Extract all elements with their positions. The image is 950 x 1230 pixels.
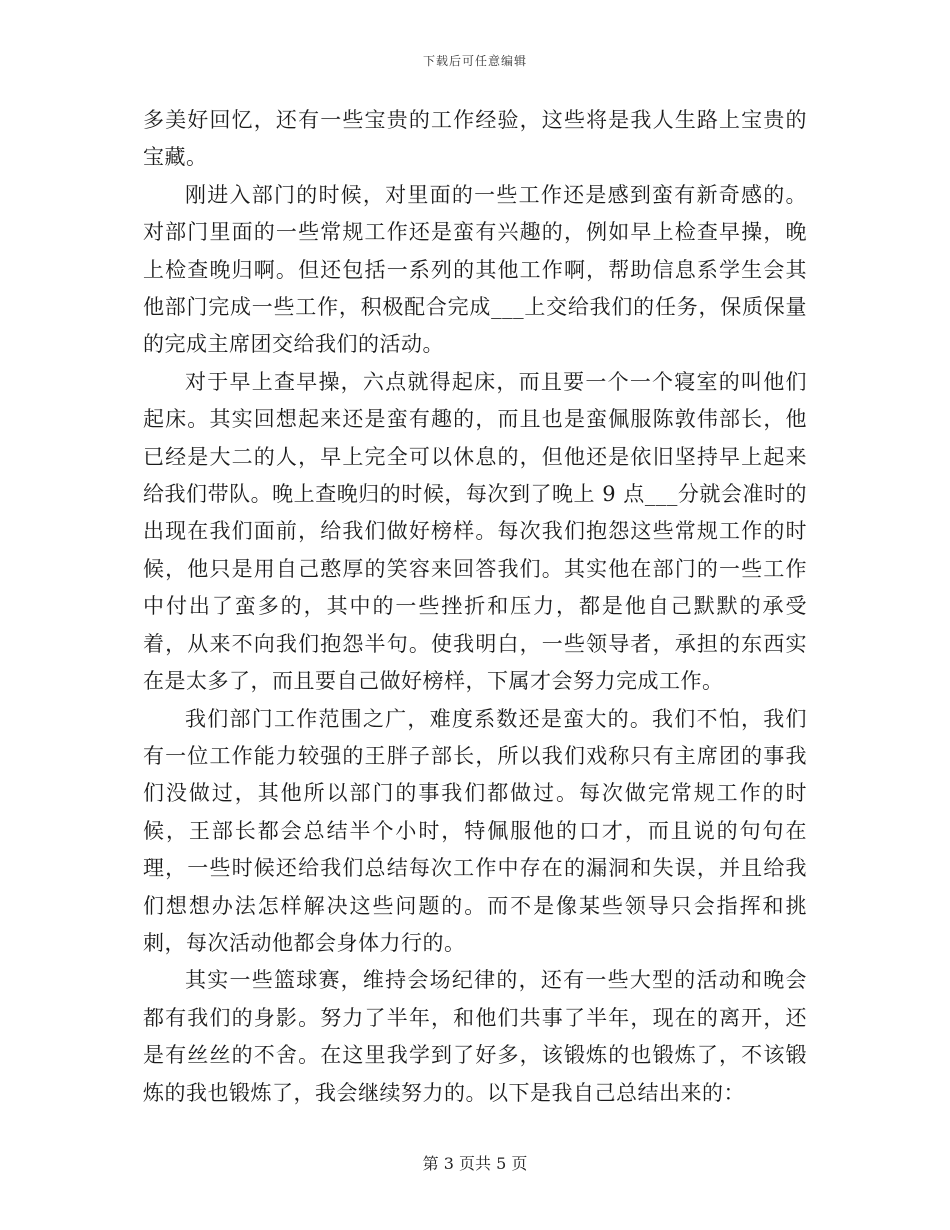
paragraph-work-scope: 我们部门工作范围之广，难度系数还是蛮大的。我们不怕，我们有一位工作能力较强的王胖子部长，所以我们戏称只有主席团的事我们没做过，其他所以部门的事我们都做过。每次做完常规工作的时候，王部长都会总结半个小时，特佩服他的口才，而且说的句句在理，一些时候还给我们总结每次工作中存在的漏洞和失误，并且给我们想想办法怎样解决这些问题的。而不是像某些领导只会指挥和挑刺，每次活动他都会身体力行的。 [143,706,807,955]
paragraph-department-start: 刚进入部门的时候，对里面的一些工作还是感到蛮有新奇感的。对部门里面的一些常规工作还是蛮有兴趣的，例如早上检查早操，晚上检查晚归啊。但还包括一系列的其他工作啊，帮助信息系学生会其他部门完成一些工作，积极配合完成___上交给我们的任务，保质保量的完成主席团交给我们的活动。 [143,182,807,357]
page-header: 下载后可任意编辑 [422,54,527,68]
paragraph-continuation: 多美好回忆，还有一些宝贵的工作经验，这些将是我人生路上宝贵的宝藏。 [143,108,807,170]
document-body [143,102,807,1112]
paragraph-morning-check: 对于早上查早操，六点就得起床，而且要一个一个寝室的叫他们起床。其实回想起来还是蛮有趣的，而且也是蛮佩服陈敦伟部长，他已经是大二的人，早上完全可以休息的，但他还是依旧坚持早上起来给我们带队。晚上查晚归的时候，每次到了晚上 9 点___分就会准时的出现在我们面前，给我们做好榜样。每次我们抱怨这些常规工作的时候，他只是用自己憨厚的笑容来回答我们。其实他在部门的一些工作中付出了蛮多的，其中的一些挫折和压力，都是他自己默默的承受着，从来不向我们抱怨半句。使我明白，一些领导者，承担的东西实在是太多了，而且要自己做好榜样，下属才会努力完成工作。 [143,369,807,694]
paragraph-activities: 其实一些篮球赛，维持会场纪律的，还有一些大型的活动和晚会都有我们的身影。努力了半年，和他们共事了半年，现在的离开，还是有丝丝的不舍。在这里我学到了好多，该锻炼的也锻炼了，不该锻炼的我也锻炼了，我会继续努力的。以下是我自己总结出来的： [143,968,807,1105]
page-footer: 第 3 页共 5 页 [422,1154,528,1173]
